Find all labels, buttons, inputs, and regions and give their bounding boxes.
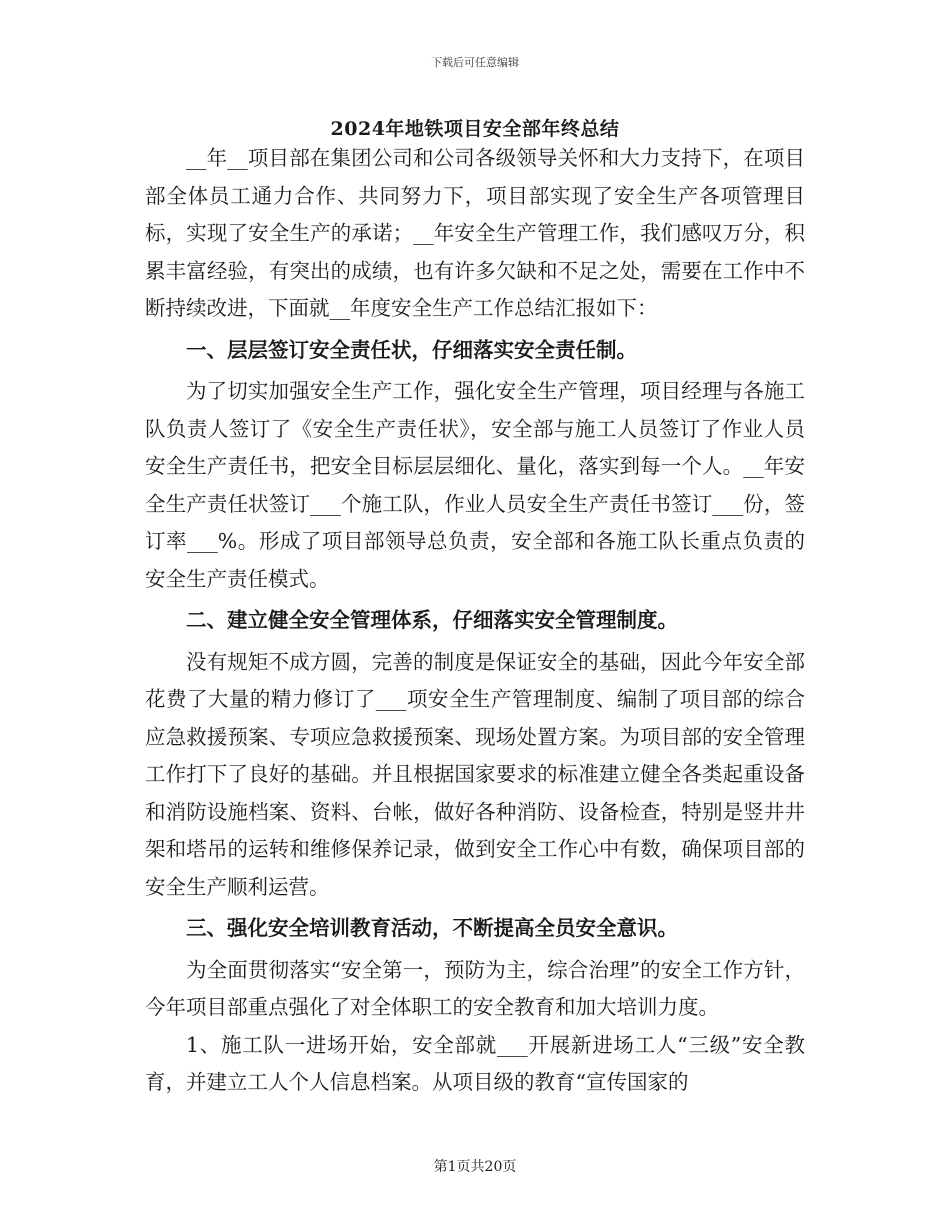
- document-title: 2024年地铁项目安全部年终总结: [330, 118, 620, 140]
- page-number: 第1页共20页: [433, 1159, 517, 1175]
- paragraph-section-1: 为了切实加强安全生产工作，强化安全生产管理，项目经理与各施工队负责人签订了《安全生产责任状》，安全部与施工人员签订了作业人员安全生产责任书，把安全目标层层细化、量化，落实到每一个人。__年安全生产责任状签订___个施工队，作业人员安全生产责任书签订___份，签订率___%。形成了项目部领导总负责，安全部和各施工队长重点负责的安全生产责任模式。: [145, 379, 805, 591]
- paragraph-section-3: 为全面贯彻落实“安全第一，预防为主，综合治理”的安全工作方针，今年项目部重点强化了对全体职工的安全教育和加大培训力度。: [145, 957, 805, 1019]
- document-body: [145, 140, 805, 1102]
- section-heading-1: 一、层层签订安全责任状，仔细落实安全责任制。: [186, 337, 637, 362]
- section-heading-3: 三、强化安全培训教育活动，不断提高全员安全意识。: [186, 916, 678, 940]
- paragraph-intro: __年__项目部在集团公司和公司各级领导关怀和大力支持下，在项目部全体员工通力合作、共同努力下，项目部实现了安全生产各项管理目标，实现了安全生产的承诺；__年安全生产管理工作，我们感叹万分，积累丰富经验，有突出的成绩，也有许多欠缺和不足之处，需要在工作中不断持续改进，下面就__年度安全生产工作总结汇报如下：: [145, 146, 805, 320]
- paragraph-item-1: 1、施工队一进场开始，安全部就___开展新进场工人“三级”安全教育，并建立工人个人信息档案。从项目级的教育“宣传国家的: [145, 1032, 805, 1094]
- paragraph-section-2: 没有规矩不成方圆，完善的制度是保证安全的基础，因此今年安全部花费了大量的精力修订了___项安全生产管理制度、编制了项目部的综合应急救援预案、专项应急救援预案、现场处置方案。为项目部的安全管理工作打下了良好的基础。并且根据国家要求的标准建立健全各类起重设备和消防设施档案、资料、台帐，做好各种消防、设备检查，特别是竖井井架和塔吊的运转和维修保养记录，做到安全工作心中有数，确保项目部的安全生产顺利运营。: [145, 649, 805, 899]
- page-header-note: 下载后可任意编辑: [431, 56, 519, 69]
- section-heading-2: 二、建立健全安全管理体系，仔细落实安全管理制度。: [186, 608, 678, 632]
